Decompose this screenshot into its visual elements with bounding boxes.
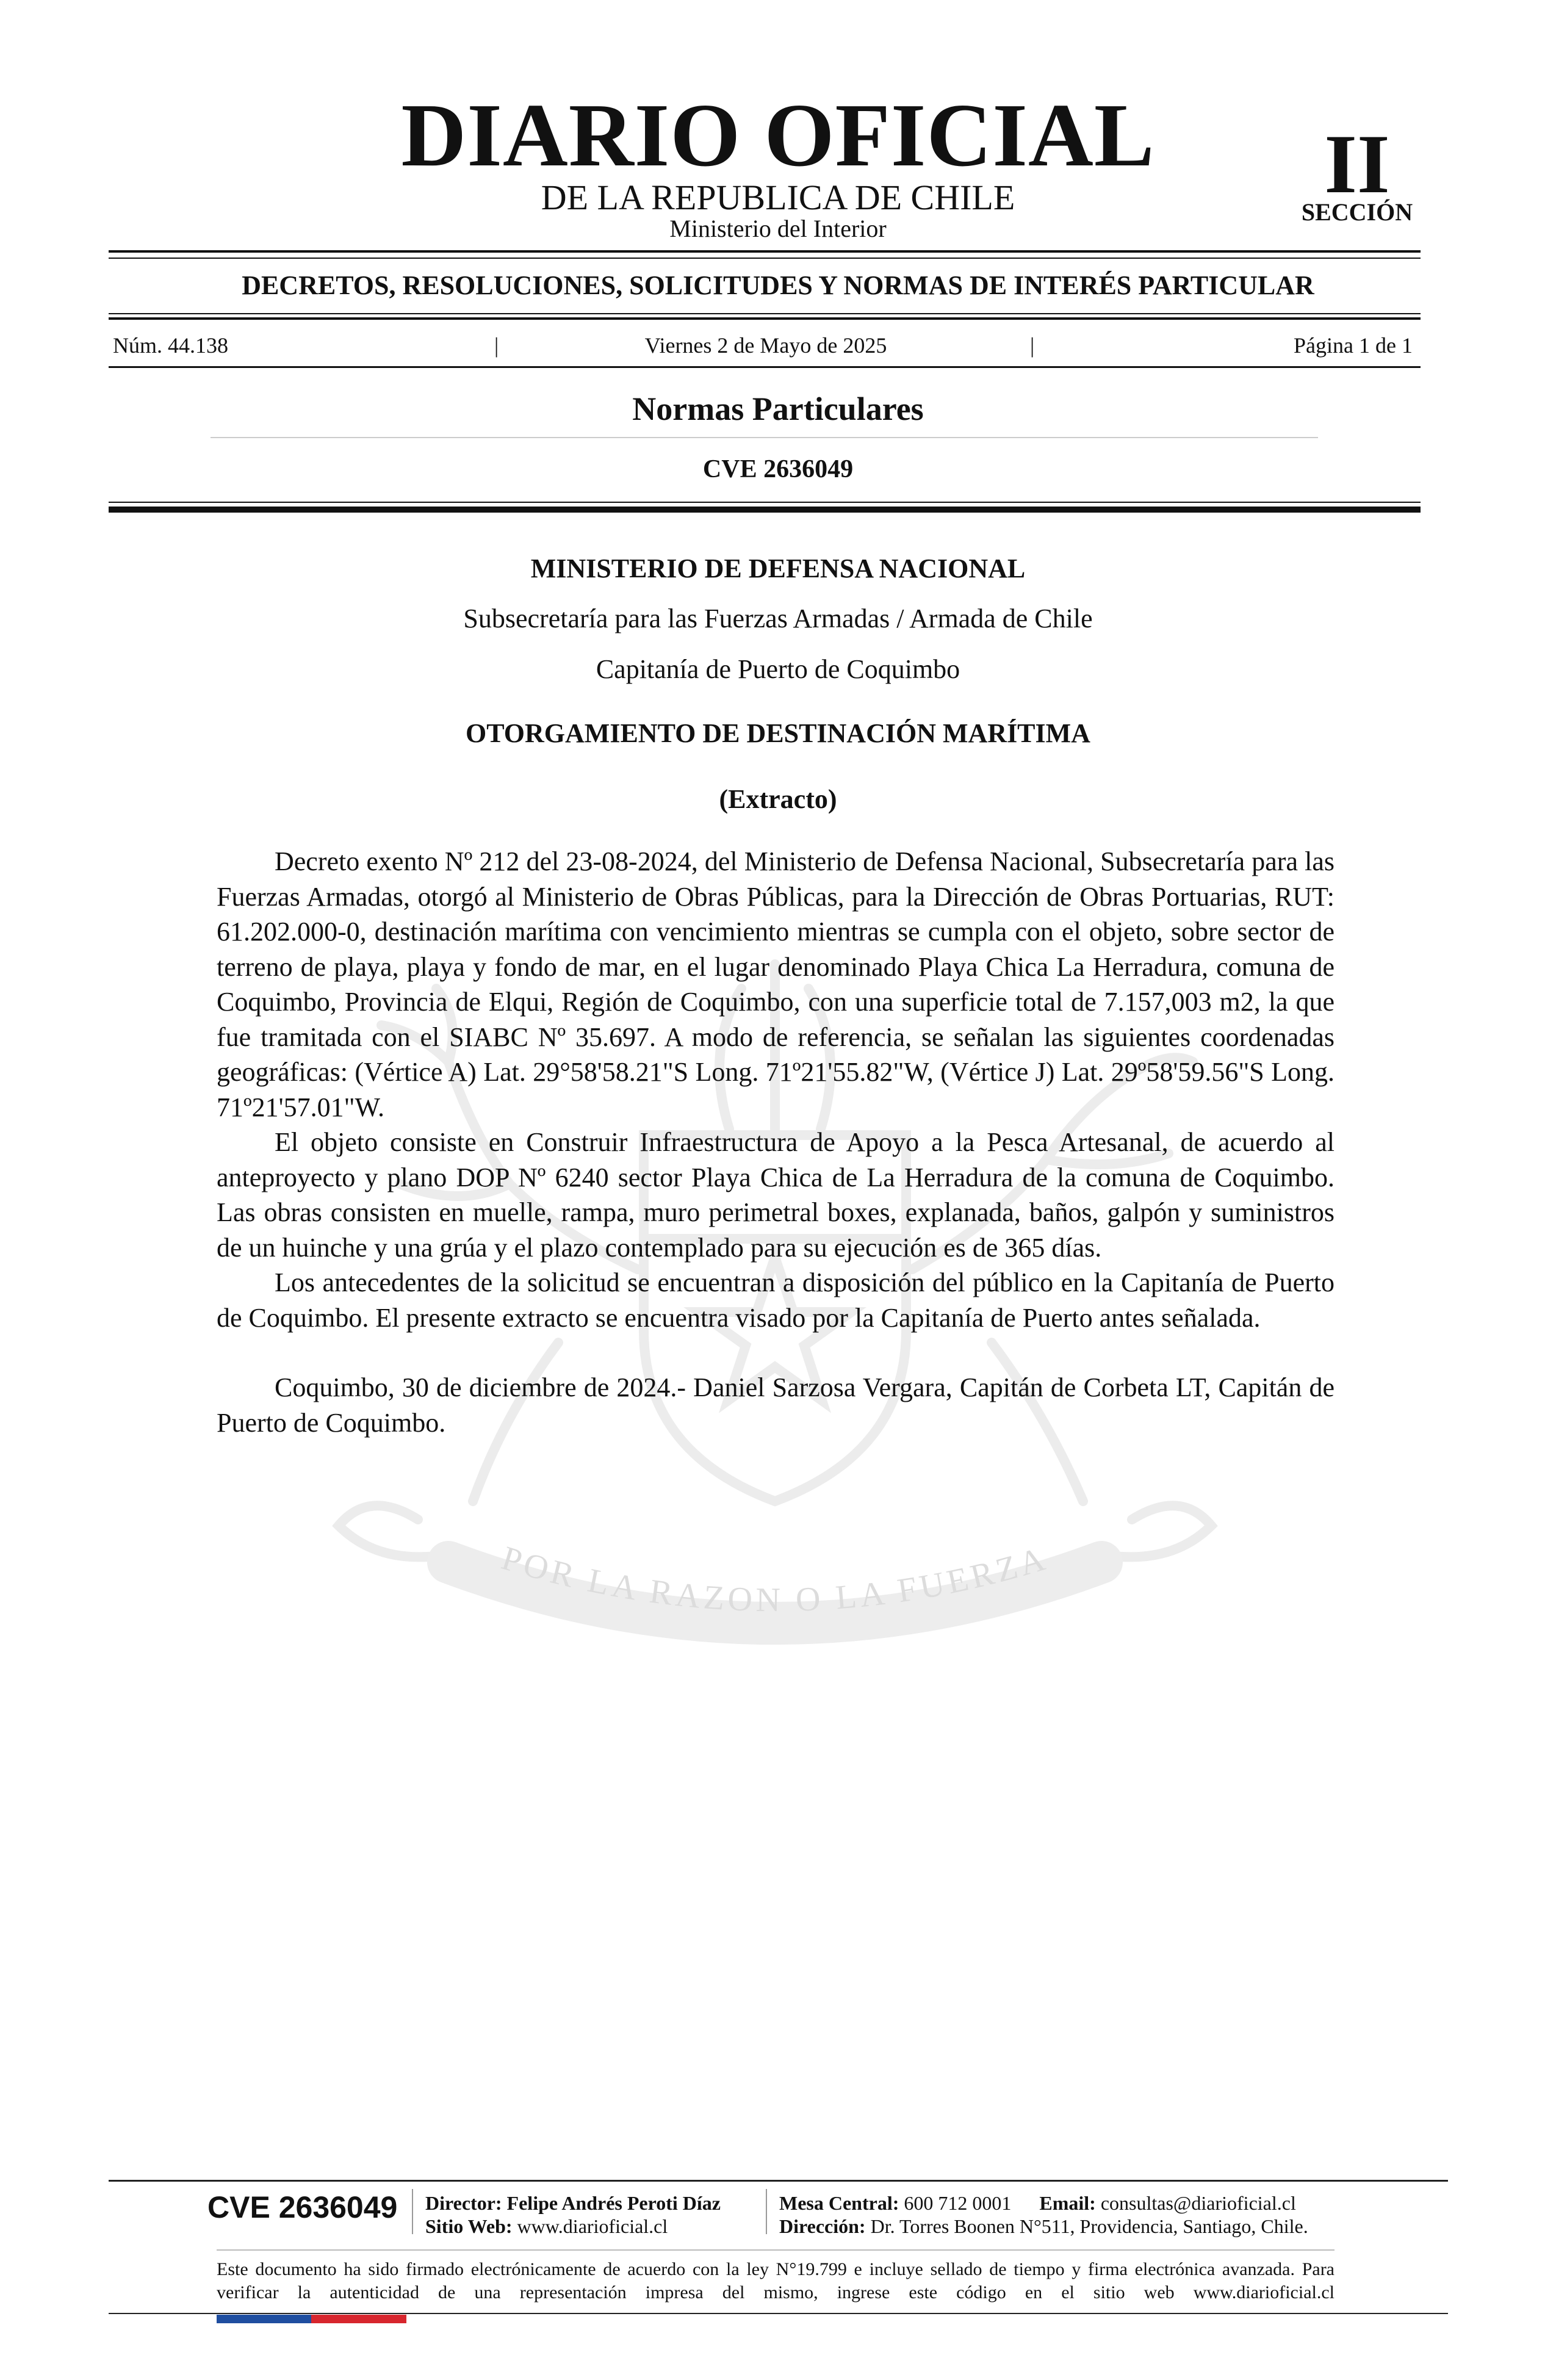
website-link[interactable]: www.diarioficial.cl [517,2215,668,2237]
phone-number: 600 712 0001 [904,2192,1012,2214]
flag-stripe-blue [217,2315,311,2323]
page-indicator: Página 1 de 1 [1294,333,1413,358]
issue-number: Núm. 44.138 [113,333,228,358]
flag-stripe-red [311,2315,406,2323]
meta-separator: | [494,333,499,358]
address-text: Dr. Torres Boonen N°511, Providencia, Santiago, Chile. [870,2215,1308,2237]
footer-bottom-divider [109,2313,1448,2314]
director-label: Director: [425,2192,502,2214]
section-number: II [1324,117,1390,211]
issue-date: Viernes 2 de Mayo de 2025 [644,333,887,358]
footer-address [779,2216,1308,2236]
document-ministry: MINISTERIO DE DEFENSA NACIONAL [530,554,1026,583]
document-subtitle: (Extracto) [719,784,837,814]
section-divider-thin [109,313,1421,314]
document-subsecretariat: Subsecretaría para las Fuerzas Armadas / Armada de Chile [463,604,1093,633]
header-end-divider-thin [109,502,1421,503]
meta-divider [109,366,1421,368]
footer-inner-divider [217,2249,1334,2251]
section-label: SECCIÓN [1301,198,1413,226]
body-paragraph: El objeto consiste en Construir Infraestructura de Apoyo a la Pesca Artesanal, de acuerdo al anteproyecto y plano DOP Nº 6240 sector Playa Chica de La Herradura de la comuna de Coquimbo. Las obras consisten en muelle, rampa, muro perimetral boxes, explanada, baños, galpón y suministros de un huinche y una grúa y el plazo contemplado para su ejecución es de 365 días. [217,1127,1334,1263]
director-name: Felipe Andrés Peroti Díaz [506,2192,721,2214]
masthead-subtitle: DE LA REPUBLICA DE CHILE [541,178,1015,217]
footer-cve-code: CVE 2636049 [207,2190,398,2224]
document-office: Capitanía de Puerto de Coquimbo [596,654,960,684]
masthead-divider [109,250,1421,253]
website-label: Sitio Web: [425,2215,513,2237]
footer-website [425,2216,668,2236]
norm-divider [211,437,1318,438]
masthead-ministry: Ministerio del Interior [669,215,887,242]
norm-category: Normas Particulares [632,391,924,427]
footer-separator [766,2189,767,2234]
footer-divider [109,2180,1448,2182]
email-link[interactable]: consultas@diarioficial.cl [1100,2192,1296,2214]
section-divider [109,317,1421,320]
address-label: Dirección: [779,2215,866,2237]
signature-note: Este documento ha sido firmado electrónicamente de acuerdo con la ley N°19.799 e incluye sellado de tiempo y firma electrónica avanzada. Para verificar la autenticidad de una representación impresa del mismo, ingrese este código en el sitio web www.diarioficial.cl [217,2259,1334,2302]
meta-separator: | [1030,333,1035,358]
body-paragraph: Decreto exento Nº 212 del 23-08-2024, del Ministerio de Defensa Nacional, Subsecretaría para las Fuerzas Armadas, otorgó al Ministerio de Obras Públicas, para la Dirección de Obras Portuarias, RUT: 61.202.000-0, destinación marítima con vencimiento mientras se cumpla con el objeto, sobre sector de terreno de playa, playa y fondo de mar, en el lugar denominado Playa Chica La Herradura, comuna de Coquimbo, Provincia de Elqui, Región de Coquimbo, con una superficie total de 7.157,003 m2, la que fue tramitada con el SIABC Nº 35.697. A modo de referencia, se señalan las siguientes coordenadas geográficas: (Vértice A) Lat. 29°58'58.21"S Long. 71º21'55.82"W, (Vértice J) Lat. 29º58'59.56"S Long. 71º21'57.01"W. [217,846,1334,1122]
signature-paragraph: Coquimbo, 30 de diciembre de 2024.- Daniel Sarzosa Vergara, Capitán de Corbeta LT, Capitán de Puerto de Coquimbo. [217,1372,1334,1438]
email-label: Email: [1039,2192,1096,2214]
footer-contact [779,2193,1296,2213]
footer-director [425,2193,721,2213]
footer-separator [412,2189,413,2234]
document-body [217,844,1334,1440]
section-heading: DECRETOS, RESOLUCIONES, SOLICITUDES Y NORMAS DE INTERÉS PARTICULAR [242,270,1314,300]
cve-code: CVE 2636049 [702,455,854,483]
masthead-title: DIARIO OFICIAL [401,85,1155,186]
watermark-motto: POR LA RAZON O LA FUERZA [497,1539,1053,1620]
document-title: OTORGAMIENTO DE DESTINACIÓN MARÍTIMA [466,718,1090,748]
masthead-divider-thin [109,258,1421,259]
body-paragraph: Los antecedentes de la solicitud se encuentran a disposición del público en la Capitanía de Puerto de Coquimbo. El presente extracto se encuentra visado por la Capitanía de Puerto antes señalada. [217,1268,1334,1333]
header-end-divider [109,507,1421,513]
phone-label: Mesa Central: [779,2192,899,2214]
